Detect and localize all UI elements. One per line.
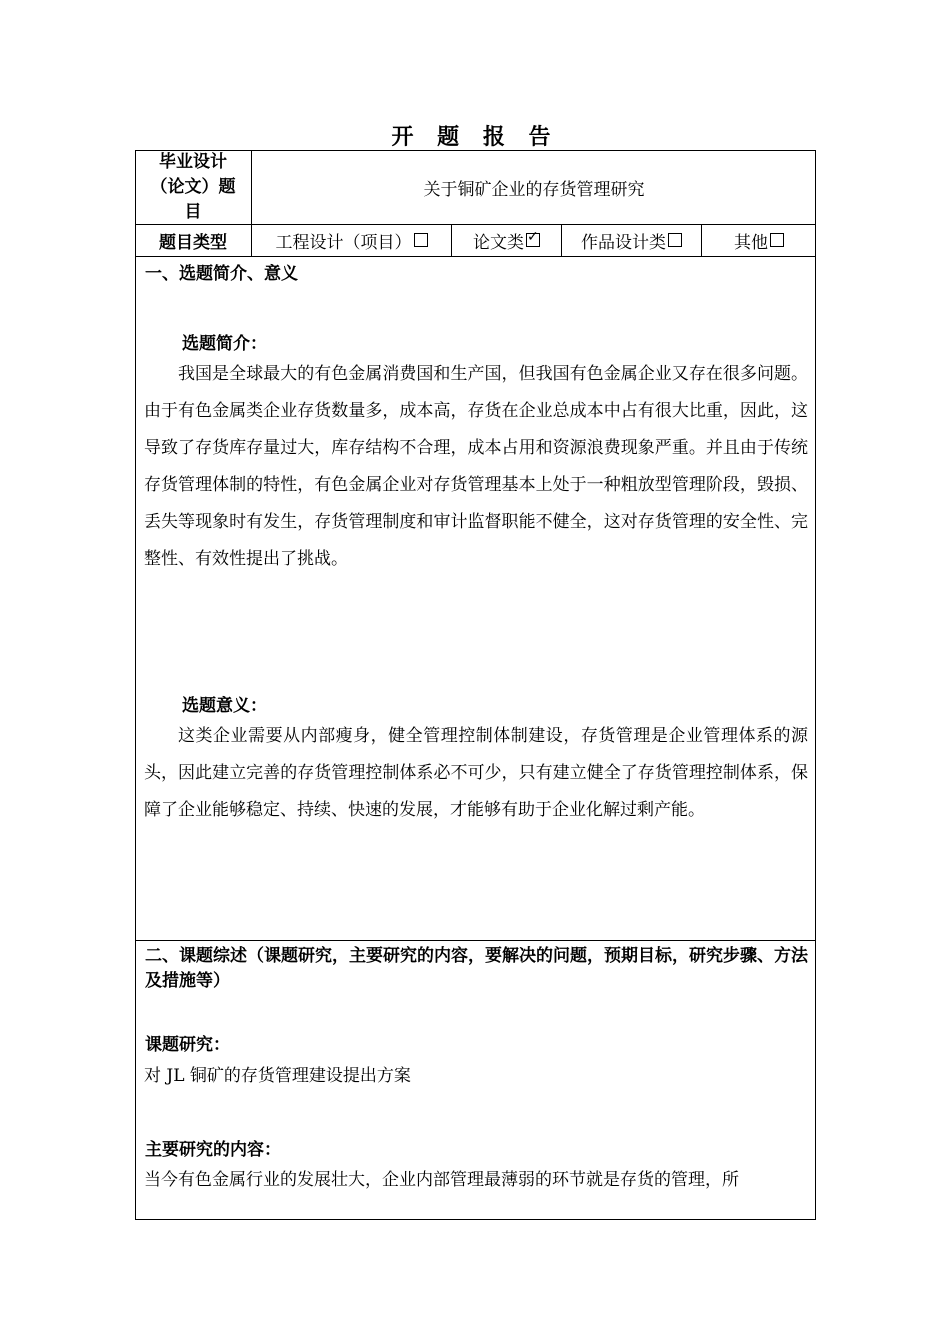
type-option-label: 其他 (734, 232, 768, 253)
type-option-label: 论文类 (473, 232, 524, 253)
type-option-label: 作品设计类 (581, 232, 666, 253)
topic-label: 毕业设计（论文）题目 (150, 151, 236, 222)
topic-value: 关于铜矿企业的存货管理研究 (423, 179, 645, 200)
checkbox-icon[interactable] (414, 233, 428, 247)
meaning-text: 这类企业需要从内部瘦身，健全管理控制体制建设，存货管理是企业管理体系的源头，因此建立完善的存货管理控制体系必不可少，只有建立健全了存货管理控制体系，保障了企业能够稳定、持续、快速的发展，才能够有助于企业化解过剩产能。 (144, 726, 808, 820)
type-option-work[interactable] (562, 224, 701, 256)
row-divider (135, 256, 816, 257)
checked-checkbox-icon[interactable] (526, 233, 540, 247)
type-option-other[interactable] (702, 224, 816, 256)
type-option-engineering[interactable] (252, 224, 451, 256)
research-text: 对 JL 铜矿的存货管理建设提出方案 (144, 1066, 411, 1086)
intro-heading: 选题简介： (182, 334, 267, 354)
section-divider (135, 940, 816, 941)
checkbox-icon[interactable] (668, 233, 682, 247)
type-option-label: 工程设计（项目） (275, 232, 412, 253)
section1-heading: 一、选题简介、意义 (145, 264, 298, 284)
research-heading: 课题研究： (145, 1035, 230, 1055)
meaning-heading: 选题意义： (182, 696, 267, 716)
section2-heading: 二、课题综述（课题研究，主要研究的内容，要解决的问题，预期目标，研究步骤、方法及措施等） (145, 946, 808, 991)
content-heading: 主要研究的内容： (145, 1140, 281, 1160)
type-label: 题目类型 (159, 232, 227, 253)
type-option-thesis[interactable] (452, 224, 561, 256)
report-title: 开 题 报 告 (391, 125, 559, 150)
content-text: 当今有色金属行业的发展壮大，企业内部管理最薄弱的环节就是存货的管理，所 (144, 1170, 739, 1190)
intro-text: 我国是全球最大的有色金属消费国和生产国，但我国有色金属企业又存在很多问题。由于有色金属类企业存货数量多，成本高，存货在企业总成本中占有很大比重，因此，这导致了存货库存量过大，库存结构不合理，成本占用和资源浪费现象严重。并且由于传统存货管理体制的特性，有色金属企业对存货管理基本上处于一种粗放型管理阶段，毁损、丢失等现象时有发生，存货管理制度和审计监督职能不健全，这对存货管理的安全性、完整性、有效性提出了挑战。 (144, 364, 808, 569)
checkbox-icon[interactable] (770, 233, 784, 247)
